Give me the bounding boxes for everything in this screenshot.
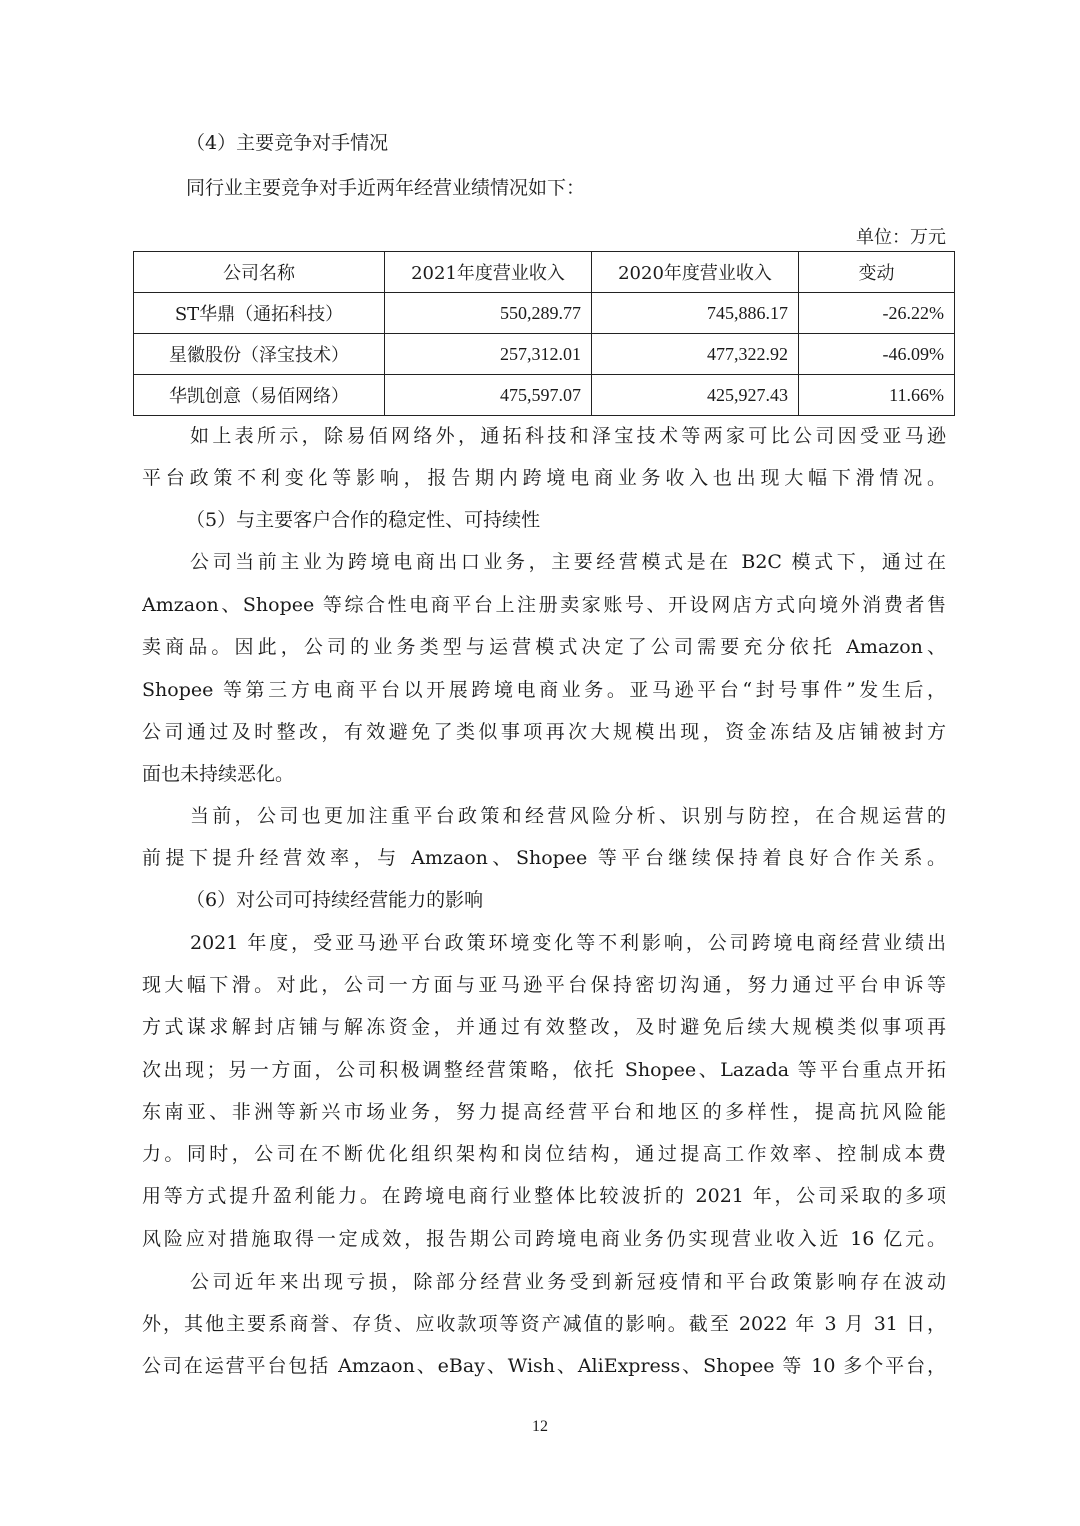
paragraph-line: 公司在运营平台包括 Amzaon、eBay、Wish、AliExpress、Shopee 等 10 多个平台， <box>142 1355 946 1377</box>
cell-2020-revenue: 477,322.92 <box>592 334 799 375</box>
paragraph-line: 公司通过及时整改，有效避免了类似事项再次大规模出现，资金冻结及店铺被封方 <box>142 721 946 743</box>
column-header-2021-revenue: 2021年度营业收入 <box>385 252 592 293</box>
cell-2020-revenue: 425,927.43 <box>592 375 799 416</box>
paragraph-line: 公司当前主业为跨境电商出口业务，主要经营模式是在 B2C 模式下，通过在 <box>190 551 946 573</box>
paragraph-line: Amzaon、Shopee 等综合性电商平台上注册卖家账号、开设网店方式向境外消费者售 <box>142 594 946 616</box>
paragraph-line: 如上表所示，除易佰网络外，通拓科技和泽宝技术等两家可比公司因受亚马逊 <box>190 425 946 447</box>
paragraph-line: 东南亚、非洲等新兴市场业务，努力提高经营平台和地区的多样性，提高抗风险能 <box>142 1101 946 1123</box>
paragraph-line: 风险应对措施取得一定成效，报告期公司跨境电商业务仍实现营业收入近 16 亿元。 <box>142 1228 946 1250</box>
paragraph-line: 用等方式提升盈利能力。在跨境电商行业整体比较波折的 2021 年，公司采取的多项 <box>142 1185 946 1207</box>
paragraph-line: 方式谋求解封店铺与解冻资金，并通过有效整改，及时避免后续大规模类似事项再 <box>142 1016 946 1038</box>
table-row <box>134 293 955 334</box>
column-header-2020-revenue: 2020年度营业收入 <box>592 252 799 293</box>
cell-2021-revenue: 257,312.01 <box>385 334 592 375</box>
section-4-intro: 同行业主要竞争对手近两年经营业绩情况如下： <box>186 177 586 199</box>
column-header-change: 变动 <box>799 252 955 293</box>
competitor-revenue-table <box>133 251 955 416</box>
table-row <box>134 334 955 375</box>
table-row <box>134 375 955 416</box>
cell-change: -46.09% <box>799 334 955 375</box>
column-header-company: 公司名称 <box>134 252 385 293</box>
section-5-heading: （5）与主要客户合作的稳定性、可持续性 <box>186 509 541 531</box>
table-header-row <box>134 252 955 293</box>
paragraph-line: 2021 年度，受亚马逊平台政策环境变化等不利影响，公司跨境电商经营业绩出 <box>190 932 946 954</box>
cell-2021-revenue: 475,597.07 <box>385 375 592 416</box>
paragraph-line: 力。同时，公司在不断优化组织架构和岗位结构，通过提高工作效率、控制成本费 <box>142 1143 946 1165</box>
cell-change: -26.22% <box>799 293 955 334</box>
cell-2020-revenue: 745,886.17 <box>592 293 799 334</box>
paragraph-line: 当前，公司也更加注重平台政策和经营风险分析、识别与防控，在合规运营的 <box>190 805 946 827</box>
page-number: 12 <box>532 1418 548 1435</box>
paragraph-line: 卖商品。因此，公司的业务类型与运营模式决定了公司需要充分依托 Amazon、 <box>142 636 946 658</box>
paragraph-line: 平台政策不利变化等影响，报告期内跨境电商业务收入也出现大幅下滑情况。 <box>142 467 946 489</box>
paragraph-line: 次出现；另一方面，公司积极调整经营策略，依托 Shopee、Lazada 等平台重点开拓 <box>142 1059 946 1081</box>
cell-company: 星徽股份（泽宝技术） <box>134 334 385 375</box>
paragraph-line: 面也未持续恶化。 <box>142 763 295 785</box>
paragraph-line: 前提下提升经营效率，与 Amzaon、Shopee 等平台继续保持着良好合作关系。 <box>142 847 946 869</box>
paragraph-line: 公司近年来出现亏损，除部分经营业务受到新冠疫情和平台政策影响存在波动 <box>190 1271 946 1293</box>
cell-company: ST华鼎（通拓科技） <box>134 293 385 334</box>
cell-company: 华凯创意（易佰网络） <box>134 375 385 416</box>
cell-2021-revenue: 550,289.77 <box>385 293 592 334</box>
section-6-heading: （6）对公司可持续经营能力的影响 <box>186 889 484 911</box>
paragraph-line: 现大幅下滑。对此，公司一方面与亚马逊平台保持密切沟通，努力通过平台申诉等 <box>142 974 946 996</box>
table-unit-label: 单位：万元 <box>856 227 946 248</box>
cell-change: 11.66% <box>799 375 955 416</box>
paragraph-line: Shopee 等第三方电商平台以开展跨境电商业务。亚马逊平台“封号事件”发生后， <box>142 679 946 701</box>
paragraph-line: 外，其他主要系商誉、存货、应收款项等资产减值的影响。截至 2022 年 3 月 31 日， <box>142 1313 946 1335</box>
section-4-heading: （4）主要竞争对手情况 <box>186 132 389 154</box>
